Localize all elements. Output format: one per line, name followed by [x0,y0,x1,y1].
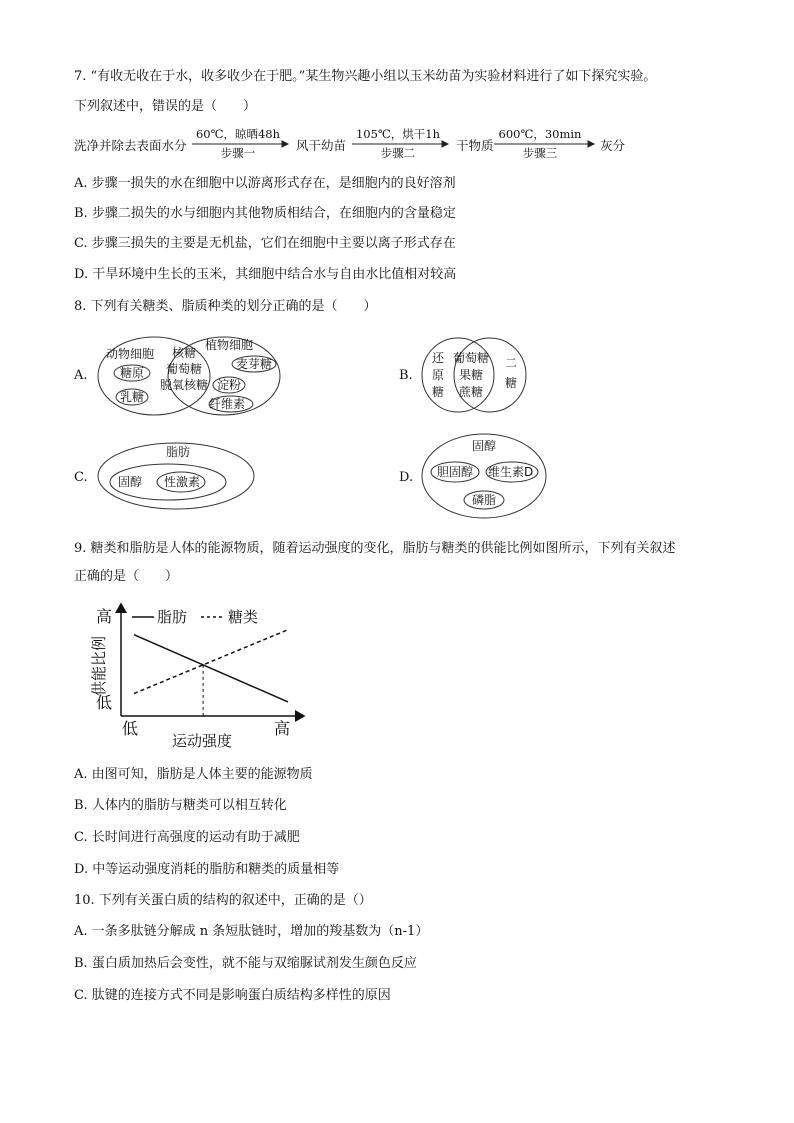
series-line-fat [134,635,288,702]
q10-option-a: A. 一条多肽链分解成 n 条短肽链时，增加的羧基数为（n-1） [74,924,429,939]
flow-step1-label: 步骤一 [220,146,256,160]
a-center-item-3: 脱氧核糖 [160,378,209,392]
q9-option-d: D. 中等运动强度消耗的脂肪和糖类的质量相等 [74,862,340,877]
b-left-char-1: 还 [432,351,445,365]
q8-option-d-label: D. [399,470,414,485]
q9-stem-line1: 9. 糖类和脂肪是人体的能源物质，随着运动强度的变化，脂肪与糖类的供能比例如图所示，下列有关叙述 [74,541,676,556]
a-right-title: 植物细胞 [205,338,254,352]
q9-option-a: A. 由图可知，脂肪是人体主要的能源物质 [74,767,313,782]
y-axis-label: 供能比例 [90,635,108,696]
q9-chart [84,598,324,758]
q7-option-a: A. 步骤一损失的水在细胞中以游离形式存在，是细胞内的良好溶剂 [74,176,456,191]
q7-flow-diagram [74,128,714,162]
q8-diagram-a [96,335,286,420]
a-center-item-2: 葡萄糖 [166,362,203,376]
q7-stem-line1: 7. “有收无收在于水，收多收少在于肥。”某生物兴趣小组以玉米幼苗为实验材料进行了如下探究实验。 [74,69,657,84]
a-center-item-1: 核糖 [172,346,197,360]
a-left-title: 动物细胞 [106,347,155,361]
q7-option-b: B. 步骤二损失的水与细胞内其他物质相结合，在细胞内的含量稳定 [74,206,456,221]
d-outer-label: 固醇 [472,439,497,453]
d-item-2: 维生素D [488,465,534,479]
q8-diagram-c [96,438,261,513]
q8-diagram-b [420,335,530,415]
flow-step3-label: 步骤三 [522,146,558,160]
c-outer-label: 脂肪 [166,445,191,459]
q8-diagram-d [420,430,550,520]
flow-start: 洗净并除去表面水分 [74,138,187,153]
q9-option-b: B. 人体内的脂肪与糖类可以相互转化 [74,798,287,813]
b-right-char-2: 糖 [505,376,518,390]
d-item-3: 磷脂 [472,493,497,507]
q8-option-c-label: C. [74,470,88,485]
x-tick-low: 低 [122,719,139,738]
flow-mid1: 风干幼苗 [296,138,347,153]
q9-option-c: C. 长时间进行高强度的运动有助于减肥 [74,830,300,845]
b-center-item-1: 葡萄糖 [453,351,490,365]
x-axis-label: 运动强度 [172,732,233,750]
legend-sugar-label: 糖类 [228,608,259,626]
a-right-item-2: 淀粉 [217,378,242,392]
q8-option-b-label: B. [399,368,413,383]
flow-mid2: 干物质 [456,138,494,153]
a-right-item-3: 纤维素 [209,397,246,411]
flow-arrows [74,128,714,162]
y-tick-low: 低 [96,693,113,712]
q8-option-a-label: A. [74,368,88,383]
b-left-char-2: 原 [432,368,445,382]
q7-option-d: D. 干旱环境中生长的玉米，其细胞中结合水与自由水比值相对较高 [74,267,457,282]
b-center-item-2: 果糖 [459,368,484,382]
a-right-item-1: 麦芽糖 [236,357,273,371]
flow-step2-condition: 105℃，烘干1h [355,127,441,141]
c-innermost-label: 性激素 [164,475,201,489]
flow-step1-condition: 60℃，晾晒48h [195,127,281,141]
q10-option-b: B. 蛋白质加热后会变性，就不能与双缩脲试剂发生颜色反应 [74,956,417,971]
b-right-char-1: 二 [505,356,518,370]
q8-stem: 8. 下列有关糖类、脂质种类的划分正确的是（ ） [74,299,377,314]
flow-step2-label: 步骤二 [380,146,416,160]
q7-option-c: C. 步骤三损失的主要是无机盐，它们在细胞中主要以离子形式存在 [74,236,456,251]
b-center-item-3: 蔗糖 [459,385,484,399]
q10-option-c: C. 肽键的连接方式不同是影响蛋白质结构多样性的原因 [74,988,391,1003]
legend-fat-label: 脂肪 [157,608,188,626]
flow-step3-condition: 600℃，30min [498,127,582,141]
q9-stem-line2: 正确的是（ ） [74,569,179,584]
series-line-sugar [134,630,288,694]
q10-stem: 10. 下列有关蛋白质的结构的叙述中，正确的是（） [74,893,372,908]
a-left-item-2: 乳糖 [120,390,145,404]
a-left-item-1: 糖原 [120,366,145,380]
flow-end: 灰分 [600,138,626,153]
d-item-1: 胆固醇 [437,465,474,479]
c-inner-label: 固醇 [118,475,143,489]
y-tick-high: 高 [96,607,113,626]
x-tick-high: 高 [274,719,291,738]
b-left-char-3: 糖 [432,385,445,399]
q7-stem-line2: 下列叙述中，错误的是（ ） [74,99,257,114]
